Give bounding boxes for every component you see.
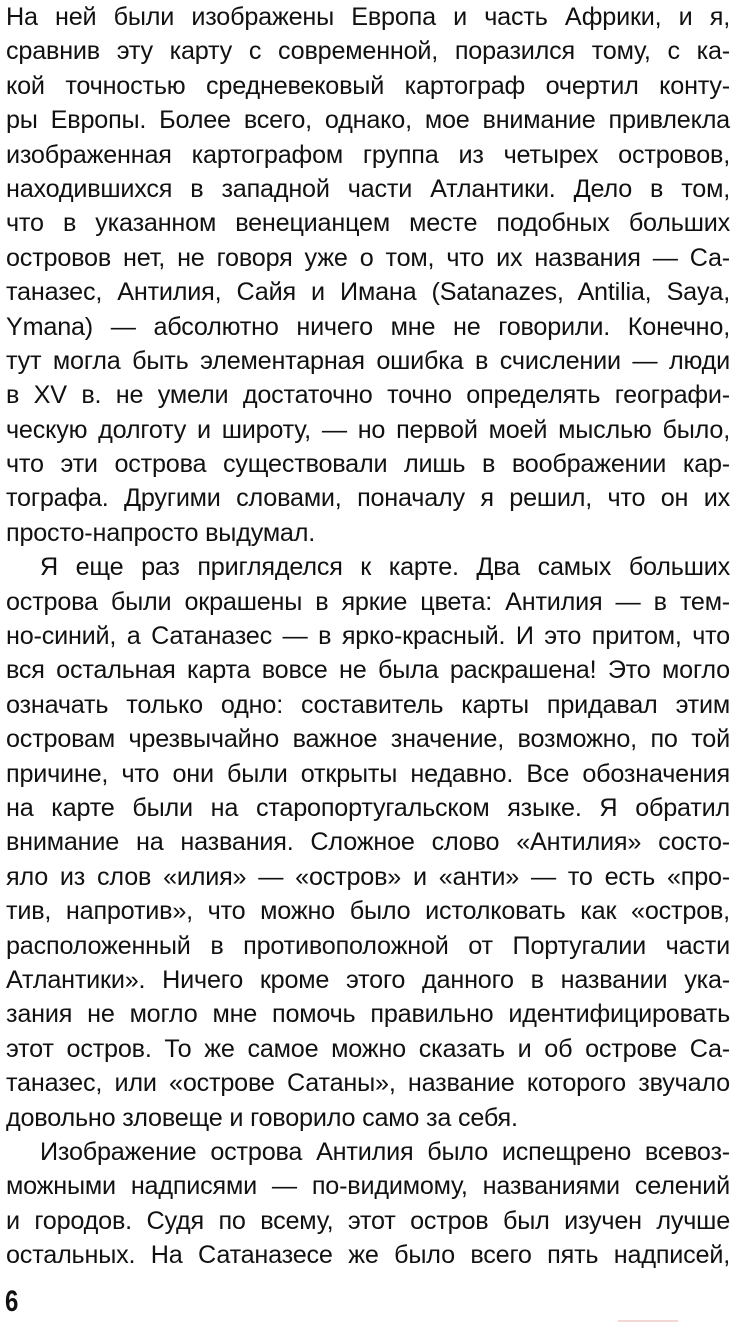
- text-line: зания не могло мне помочь правильно идентифицировать: [6, 1000, 730, 1029]
- text-line: яло из слов «илия» — «остров» и «анти» — то есть «про-: [6, 862, 730, 891]
- text-line: просто-напросто выдумал.: [6, 518, 316, 547]
- text-line: кой точностью средневековый картограф очертил конту-: [6, 71, 730, 100]
- text-line: означать только одно: составитель карты придавал этим: [6, 690, 730, 719]
- text-line: причине, что они были открыты недавно. Все обозначения: [6, 759, 730, 788]
- text-line: ры Европы. Более всего, однако, мое внимание привлекла: [6, 106, 730, 135]
- text-line: довольно зловеще и говорило само за себя.: [6, 1103, 518, 1132]
- text-line: на карте были на старопортугальском языке. Я обратил: [6, 793, 730, 822]
- text-line: что в указанном венецианцем месте подобных больших: [6, 209, 730, 238]
- text-line: таназес, или «острове Сатаны», название которого звучало: [6, 1069, 730, 1098]
- text-line: находившихся в западной части Атлантики. Дело в том,: [6, 174, 730, 203]
- text-line: Ymana) — абсолютно ничего мне не говорили. Конечно,: [6, 312, 730, 341]
- text-line: острова были окрашены в яркие цвета: Антилия — в тем-: [6, 587, 730, 616]
- text-line: этот остров. То же самое можно сказать и об острове Са-: [6, 1034, 730, 1063]
- text-line: На ней были изображены Европа и часть Африки, и я,: [6, 3, 730, 31]
- text-line: Изображение острова Антилия было испещрено всевоз-: [40, 1137, 730, 1166]
- text-line: что эти острова существовали лишь в воображении кар-: [6, 450, 730, 479]
- text-line: расположенный в противоположной от Португалии части: [6, 931, 730, 960]
- text-line: изображенная картографом группа из четырех островов,: [6, 140, 730, 169]
- page-number: 6: [5, 1285, 19, 1318]
- paragraph: [6, 0, 730, 550]
- text-line: таназес, Антилия, Сайя и Имана (Satanazes, Antilia, Saya,: [6, 278, 730, 307]
- text-line: островов нет, не говоря уже о том, что их названия — Са-: [6, 243, 730, 272]
- text-line: остальных. На Сатаназесе же было всего пять надписей,: [6, 1241, 730, 1270]
- text-line: тут могла быть элементарная ошибка в счислении — люди: [6, 346, 730, 375]
- text-line: и городов. Судя по всему, этот остров был изучен лучше: [6, 1206, 730, 1235]
- text-line: вся остальная карта вовсе не была раскрашена! Это могло: [6, 656, 730, 685]
- body-text: [6, 0, 730, 1272]
- text-line: тив, напротив», что можно было истолковать как «остров,: [6, 897, 730, 926]
- text-line: в XV в. не умели достаточно точно определять географи-: [6, 381, 730, 410]
- scan-edge-mark: [618, 1320, 678, 1322]
- text-line: тографа. Другими словами, поначалу я решил, что он их: [6, 484, 730, 513]
- text-line: островам чрезвычайно важное значение, возможно, по той: [6, 725, 730, 754]
- text-line: Атлантики». Ничего кроме этого данного в названии ука-: [6, 965, 730, 994]
- text-line: но-синий, а Сатаназес — в ярко-красный. И это притом, что: [6, 622, 730, 651]
- text-line: Я еще раз пригляделся к карте. Два самых больших: [40, 553, 730, 582]
- text-line: сравнив эту карту с современной, поразился тому, с ка-: [6, 37, 730, 66]
- text-line: ческую долготу и широту, — но первой моей мыслью было,: [6, 415, 730, 444]
- text-line: внимание на названия. Сложное слово «Антилия» состо-: [6, 828, 730, 857]
- paragraph: [6, 1135, 730, 1273]
- text-line: можными надписями — по-видимому, названиями селений: [6, 1172, 730, 1201]
- paragraph: [6, 550, 730, 1135]
